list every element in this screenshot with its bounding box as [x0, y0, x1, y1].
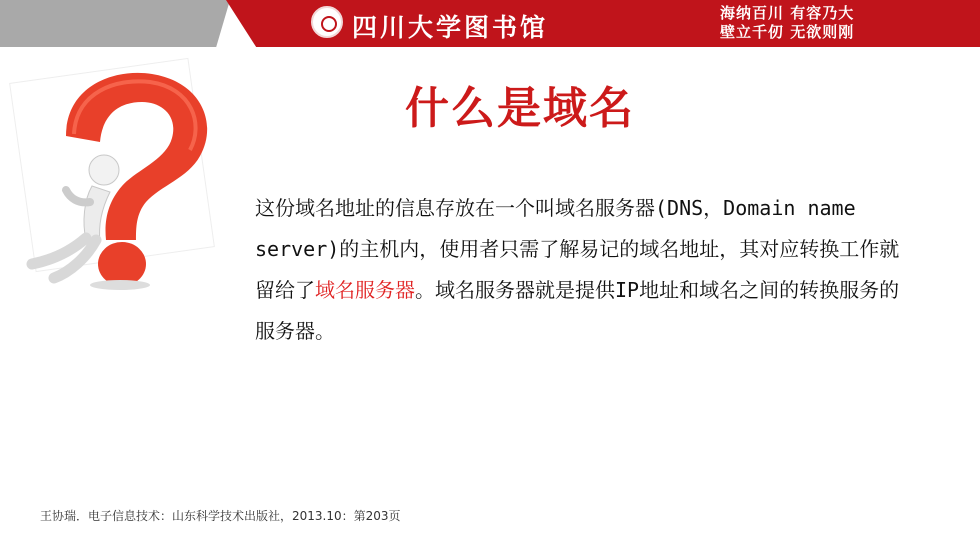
library-name: 四川大学图书馆: [352, 13, 549, 42]
question-mark-figure-icon: [4, 52, 224, 292]
citation: 王协瑞．电子信息技术：山东科学技术出版社，2013.10：第203页: [40, 509, 401, 523]
university-seal-icon: [311, 6, 343, 38]
body-paragraph: [255, 188, 905, 352]
highlight-dns-server: 域名服务器: [315, 278, 415, 302]
body-text-part-1: 这份域名地址的信息存放在一个叫域名服务器(DNS，Domain name server)的主机内，使用者只需了解易记的域名地址，其对应转换工作就留给了: [255, 196, 900, 302]
motto-line-2: 壁立千仞 无欲则刚: [720, 23, 855, 41]
body-text-part-2: 。域名服务器就是提供IP地址和域名之间的转换服务的服务器。: [255, 278, 900, 343]
motto-line-1: 海纳百川 有容乃大: [720, 4, 855, 22]
header-gray-band: [0, 0, 230, 47]
motto: [720, 4, 854, 42]
page-title: 什么是域名: [405, 83, 635, 134]
